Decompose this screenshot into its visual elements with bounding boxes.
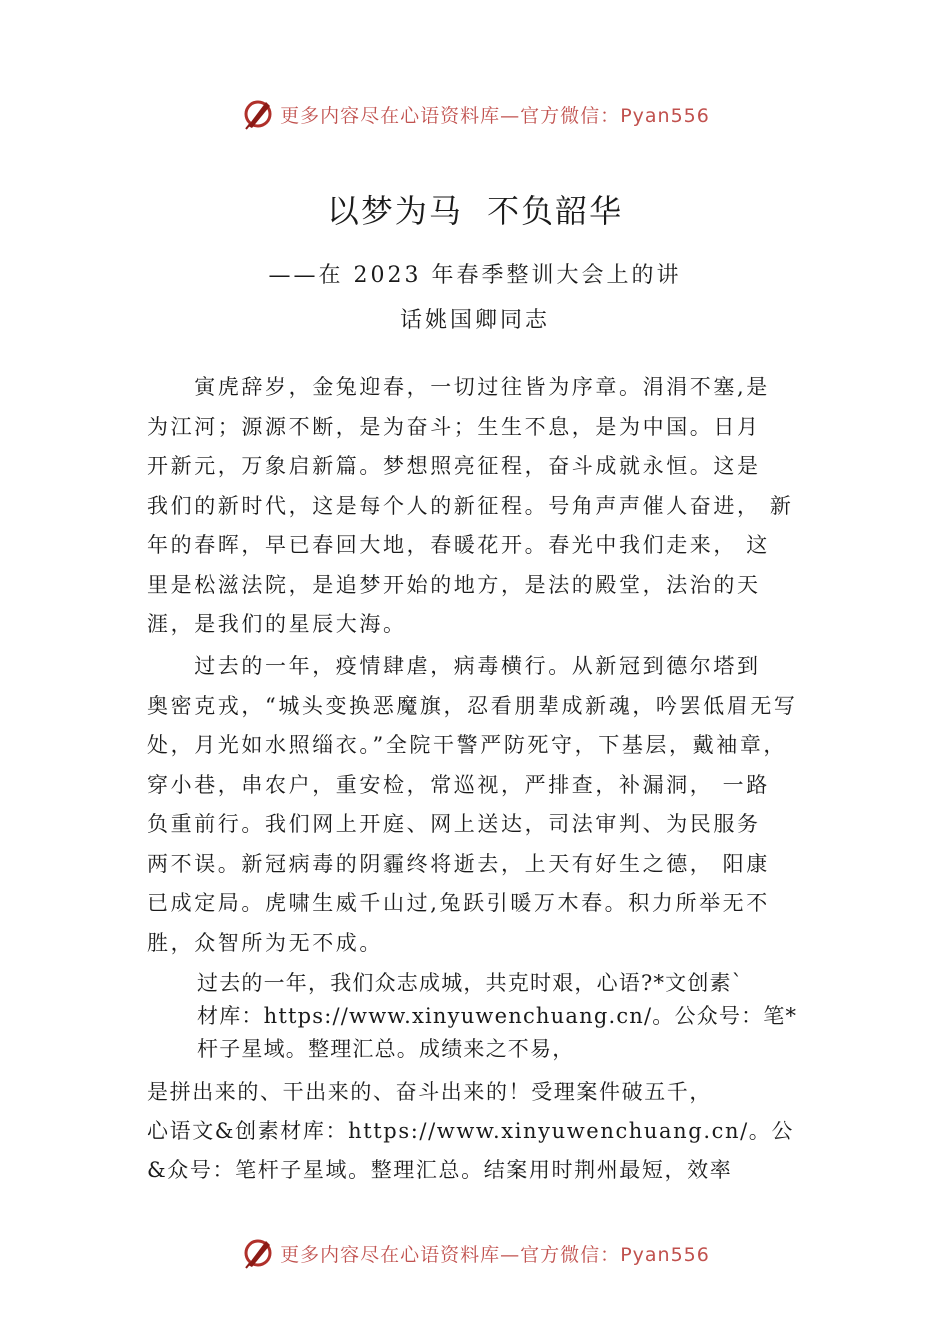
text-line: 胜，众智所为无不成。 [147, 930, 383, 955]
text-line: 为江河；源源不断，是为奋斗；生生不息，是为中国。日月 [147, 414, 761, 439]
text-line: 涯，是我们的星辰大海。 [147, 612, 407, 636]
text-line: 过去的一年，我们众志成城，共克时艰，心语?*文创素` [197, 971, 744, 995]
text-line: &众号：笔杆子星域。整理汇总。结案用时荆州最短，效率 [147, 1158, 733, 1182]
text-line: 两不误。新冠病毒的阴霾终将逝去，上天有好生之德， 阳康 [147, 851, 770, 876]
header-watermark [0, 94, 950, 134]
footer-watermark [0, 1233, 950, 1273]
paragraph-3-indented [197, 967, 837, 1066]
watermark-text: 更多内容尽在心语资料库—官方微信：Pyan556 [280, 1243, 710, 1266]
text-line: 是拼出来的、干出来的、奋斗出来的！受理案件破五千， [147, 1080, 712, 1104]
text-line: 里是松滋法院，是追梦开始的地方，是法的殿堂，法治的天 [147, 572, 761, 597]
text-line: 过去的一年，疫情肆虐，病毒横行。从新冠到德尔塔到 [147, 654, 761, 678]
paragraph-2 [147, 647, 817, 963]
document-subtitle-line2: 话姚国卿同志 [399, 308, 550, 333]
text-line: 开新元，万象启新篇。梦想照亮征程，奋斗成就永恒。这是 [147, 454, 761, 478]
text-line: 材库：https://www.xinyuwenchuang.cn/。公众号：笔* [197, 1004, 798, 1028]
text-line: 年的春晖，早已春回大地，春暖花开。春光中我们走来， 这 [147, 533, 770, 557]
text-line: 已成定局。虎啸生威千山过,兔跃引暖万木春。积力所举无不 [147, 891, 770, 915]
text-line: 杆子星域。整理汇总。成绩来之不易， [197, 1037, 575, 1061]
document-subtitle-line1: ——在 2023 年春季整训大会上的讲 [268, 263, 682, 288]
paragraph-3-continuation [147, 1073, 827, 1190]
text-line: 穿小巷，串农户，重安检，常巡视，严排查，补漏洞， 一路 [147, 772, 770, 797]
text-line: 我们的新时代，这是每个人的新征程。号角声声催人奋进， 新 [147, 493, 794, 518]
text-line: 寅虎辞岁，金兔迎春，一切过往皆为序章。涓涓不塞,是 [147, 375, 770, 399]
text-line: 奥密克戎，“城头变换恶魔旗，忍看朋辈成新魂，吟罢低眉无写 [147, 693, 798, 718]
document-title: 以梦为马 不负韶华 [326, 192, 624, 230]
text-line: 处，月光如水照缁衣。”全院干警严防死守，下基层，戴袖章， [147, 733, 788, 757]
quill-logo-icon [240, 1235, 276, 1271]
text-line: 负重前行。我们网上开庭、网上送达，司法审判、为民服务 [147, 812, 761, 836]
quill-logo-icon [240, 96, 276, 132]
paragraph-1 [147, 368, 817, 645]
text-line: 心语文&创素材库：https://www.xinyuwenchuang.cn/。公 [147, 1119, 794, 1143]
watermark-text: 更多内容尽在心语资料库—官方微信：Pyan556 [280, 104, 710, 127]
